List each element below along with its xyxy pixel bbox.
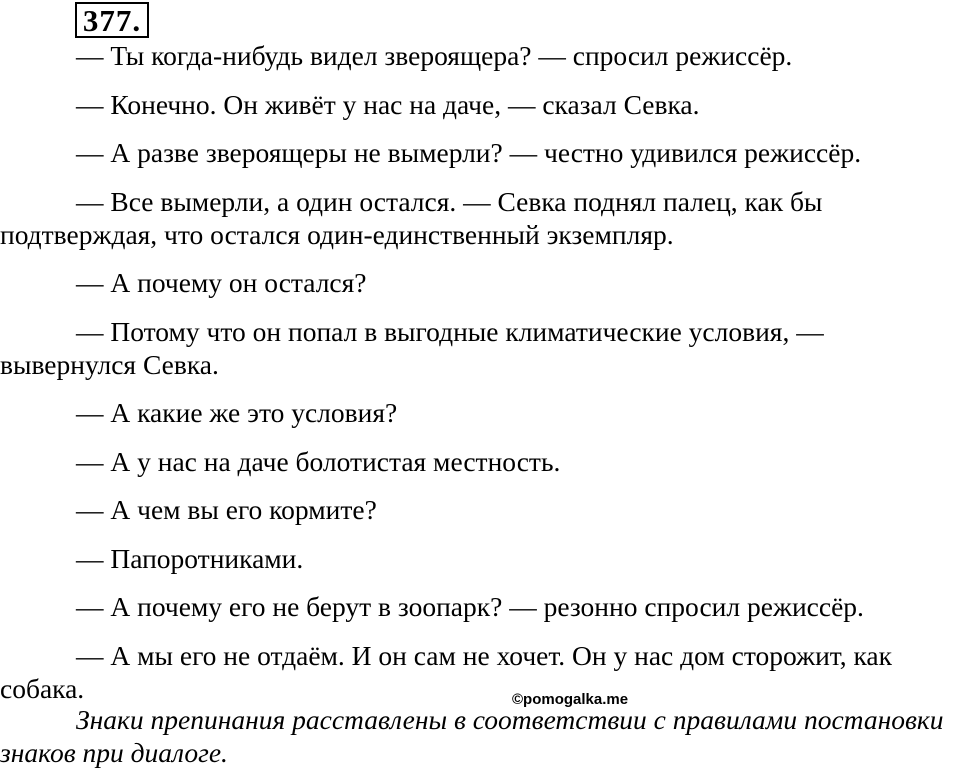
dialogue-line: — А мы его не отдаём. И он сам не хочет. Он у нас дом сторожит, как собака.	[0, 639, 892, 704]
dialogue-line: — А у нас на даче болотистая местность.	[76, 445, 561, 477]
watermark: ©pomogalka.me	[512, 691, 629, 708]
dialogue-line: — Конечно. Он живёт у нас на даче, — сказал Севка.	[76, 88, 700, 120]
dialogue-line: — Папоротниками.	[76, 542, 304, 574]
dialogue-line: — Ты когда-нибудь видел звероящера? — спросил режиссёр.	[76, 40, 793, 71]
dialogue-line: — А чем вы его кормите?	[76, 494, 377, 525]
dialogue-line: — Потому что он попал в выгодные климатические условия, — вывернулся Севка.	[0, 315, 824, 380]
dialogue-line: — Все вымерли, а один остался. — Севка поднял палец, как бы подтверждая, что остался один-единственный экземпляр.	[0, 185, 823, 250]
dialogue-text	[0, 39, 960, 720]
dialogue-line: — А почему он остался?	[76, 267, 367, 298]
dialogue-line: — А почему его не берут в зоопарк? — резонно спросил режиссёр.	[76, 591, 864, 622]
dialogue-line: — А какие же это условия?	[76, 397, 398, 428]
exercise-number: 377.	[75, 2, 149, 38]
dialogue-line: — А разве звероящеры не вымерли? — честно удивился режиссёр.	[76, 137, 862, 168]
punctuation-note	[0, 703, 960, 769]
note-text: Знаки препинания расставлены в соответствии с правилами постановки знаков при диалоге.	[0, 704, 944, 768]
